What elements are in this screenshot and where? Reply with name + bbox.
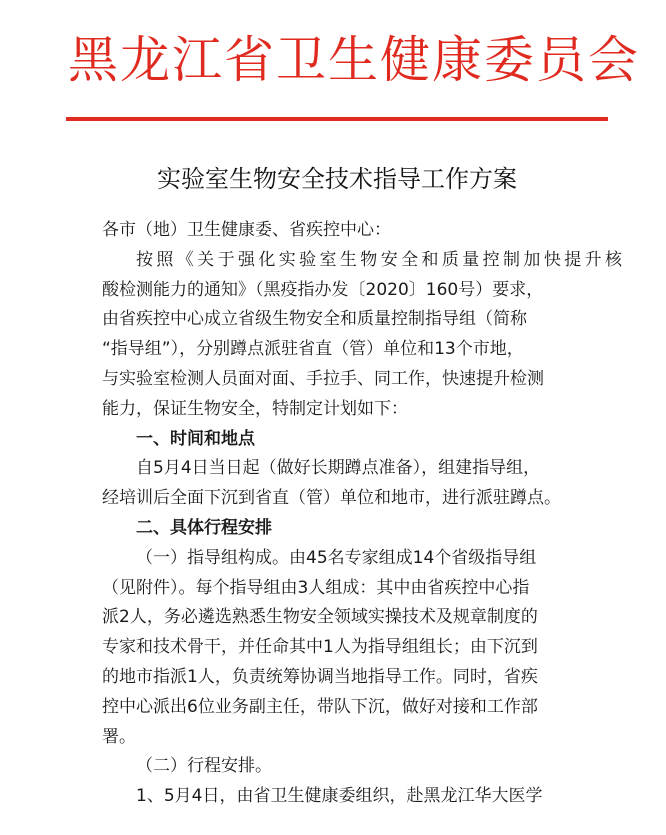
paragraph-line: 专家和技术骨干，并任命其中1人为指导组组长；由下沉到 <box>102 637 538 658</box>
paragraph-line: 能力，保证生物安全，特制定计划如下： <box>102 398 408 419</box>
paragraph-line: 由省疾控中心成立省级生物安全和质量控制指导组（简称 <box>102 309 527 330</box>
paragraph-line: （见附件）。每个指导组由3人组成：其中由省疾控中心指 <box>102 577 530 598</box>
document-title: 实验室生物安全技术指导工作方案 <box>157 165 517 193</box>
paragraph-line: 酸检测能力的通知》（黑疫指办发〔2020〕160号）要求， <box>102 279 544 300</box>
paragraph-line: 自5月4日当日起（做好长期蹲点准备），组建指导组， <box>136 458 541 479</box>
salutation-line: 各市（地）卫生健康委、省疾控中心： <box>102 220 391 240</box>
subsection-heading: （二）行程安排。 <box>136 756 272 777</box>
paragraph-line: 控中心派出6位业务副主任，带队下沉，做好对接和工作部 <box>102 696 538 717</box>
document-body <box>102 216 622 812</box>
section-heading: 二、具体行程安排 <box>136 517 272 538</box>
paragraph-line: 派2人，务必遴选熟悉生物安全领域实操技术及规章制度的 <box>102 607 538 628</box>
section-heading: 一、时间和地点 <box>136 428 255 449</box>
paragraph-line: 署。 <box>102 726 136 747</box>
paragraph-line: 经培训后全面下沉到省直（管）单位和地市，进行派驻蹲点。 <box>102 488 561 509</box>
paragraph-line: “指导组”），分别蹲点派驻省直（管）单位和13个市地， <box>102 339 524 360</box>
paragraph-line: （一）指导组构成。由45名专家组成14个省级指导组 <box>136 547 537 568</box>
letterhead-org-name: 黑龙江省卫生健康委员会 <box>68 31 640 89</box>
paragraph-line: 1、5月4日，由省卫生健康委组织，赴黑龙江华大医学 <box>136 786 543 807</box>
paragraph-line: 按照《关于强化实验室生物安全和质量控制加快提升核 <box>136 249 622 270</box>
paragraph-line: 与实验室检测人员面对面、手拉手、同工作，快速提升检测 <box>102 368 544 389</box>
letterhead-red-rule <box>66 117 608 121</box>
paragraph-line: 的地市指派1人，负责统筹协调当地指导工作。同时，省疾 <box>102 666 538 687</box>
